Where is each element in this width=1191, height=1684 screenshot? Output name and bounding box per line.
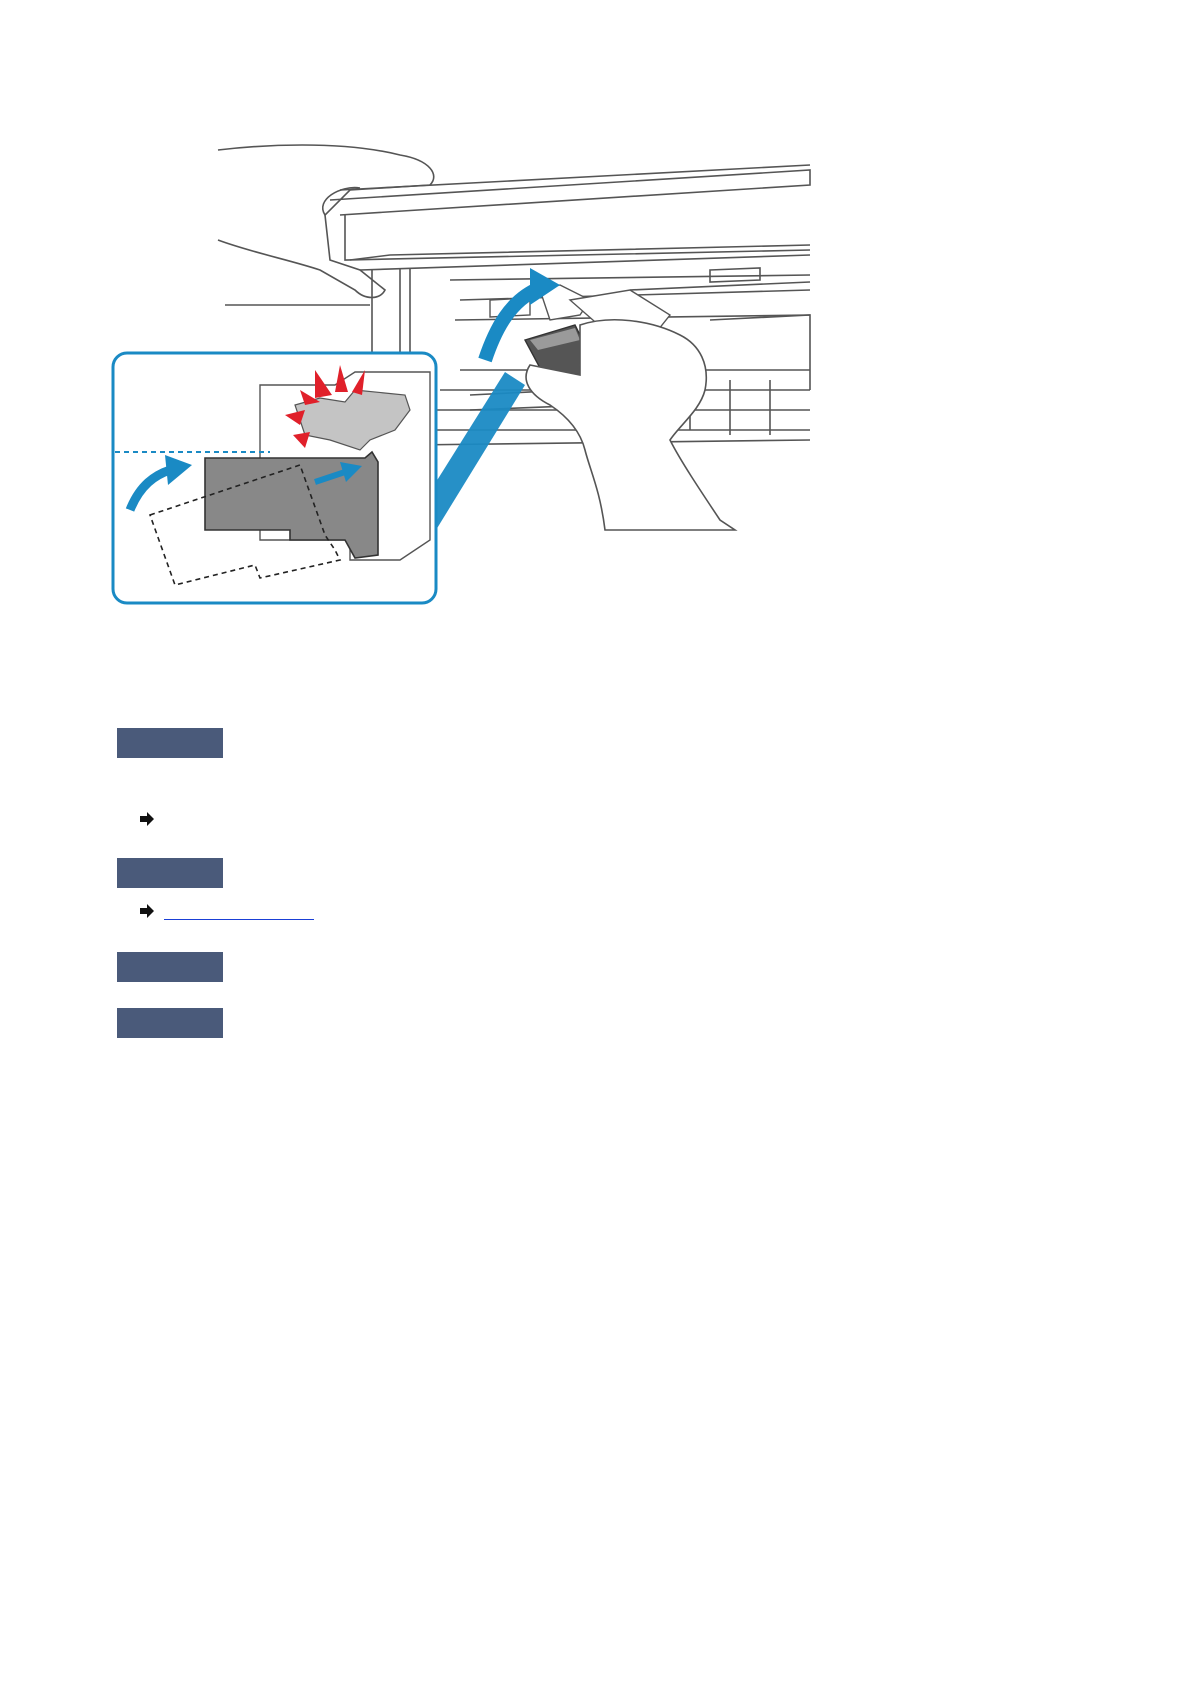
step-badge-4 (117, 1008, 223, 1038)
arrow-right-icon (138, 811, 156, 827)
arrow-right-icon (138, 903, 156, 919)
step-badge-1 (117, 728, 223, 758)
reference-link-1[interactable] (138, 808, 164, 830)
reference-link-2-text[interactable] (164, 903, 314, 920)
step-badge-3 (117, 952, 223, 982)
step-badge-2 (117, 858, 223, 888)
cartridge-installation-illustration (110, 140, 890, 660)
callout-connector (436, 372, 525, 530)
zoom-inset (113, 353, 436, 603)
reference-link-2[interactable] (138, 900, 314, 922)
